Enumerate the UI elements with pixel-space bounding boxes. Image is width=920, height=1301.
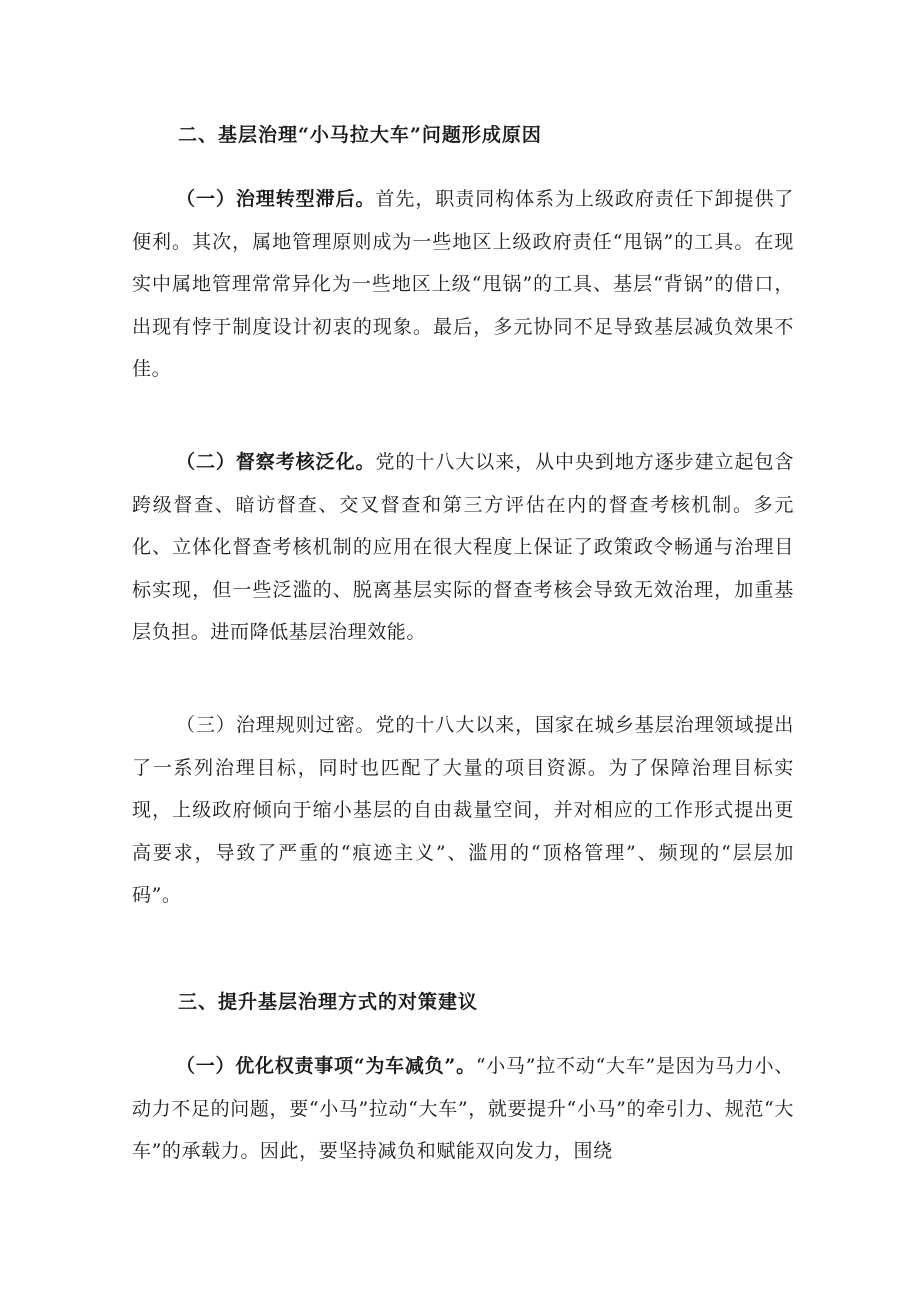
paragraph-body: 党的十八大以来，从中央到地方逐步建立起包含跨级督查、暗访督查、交叉督查和第三方评估在内的督查考核机制。多元化、立体化督查考核机制的应用在很大程度上保证了政策政令畅通与治理目标实现，但一些泛滥的、脱离基层实际的督查考核会导致无效治理，加重基层负担。进而降低基层治理效能。 (132, 451, 794, 643)
paragraph-supervision-generalization (132, 441, 794, 654)
paragraph-lead: （二）督察考核泛化。 (176, 451, 376, 473)
paragraph-lead: （三）治理规则过密。 (176, 714, 376, 736)
section-heading-causes: 二、基层治理“小马拉大车”问题形成原因 (178, 124, 542, 146)
paragraph-lead: （一）优化权责事项“为车减负”。 (176, 1055, 476, 1077)
section-heading-suggestions: 三、提升基层治理方式的对策建议 (178, 991, 479, 1013)
paragraph-dense-rules (132, 704, 794, 917)
paragraph-optimize-responsibilities (132, 1045, 794, 1173)
paragraph-governance-transition (132, 178, 794, 391)
paragraph-body: 首先，职责同构体系为上级政府责任下卸提供了便利。其次，属地管理原则成为一些地区上级政府责任“甩锅”的工具。在现实中属地管理常常异化为一些地区上级“甩锅”的工具、基层“背锅”的借口，出现有悖于制度设计初衷的现象。最后，多元协同不足导致基层减负效果不佳。 (132, 188, 794, 380)
paragraph-body: 党的十八大以来，国家在城乡基层治理领域提出了一系列治理目标，同时也匹配了大量的项目资源。为了保障治理目标实现，上级政府倾向于缩小基层的自由裁量空间，并对相应的工作形式提出更高要求，导致了严重的“痕迹主义”、滥用的“顶格管理”、频现的“层层加码”。 (132, 714, 794, 906)
paragraph-lead: （一）治理转型滞后。 (176, 188, 376, 210)
paragraph-body: “小马”拉不动“大车”是因为马力小、动力不足的问题，要“小马”拉动“大车”，就要提升“小马”的牵引力、规范“大车”的承载力。因此，要坚持减负和赋能双向发力，围绕 (132, 1055, 794, 1162)
